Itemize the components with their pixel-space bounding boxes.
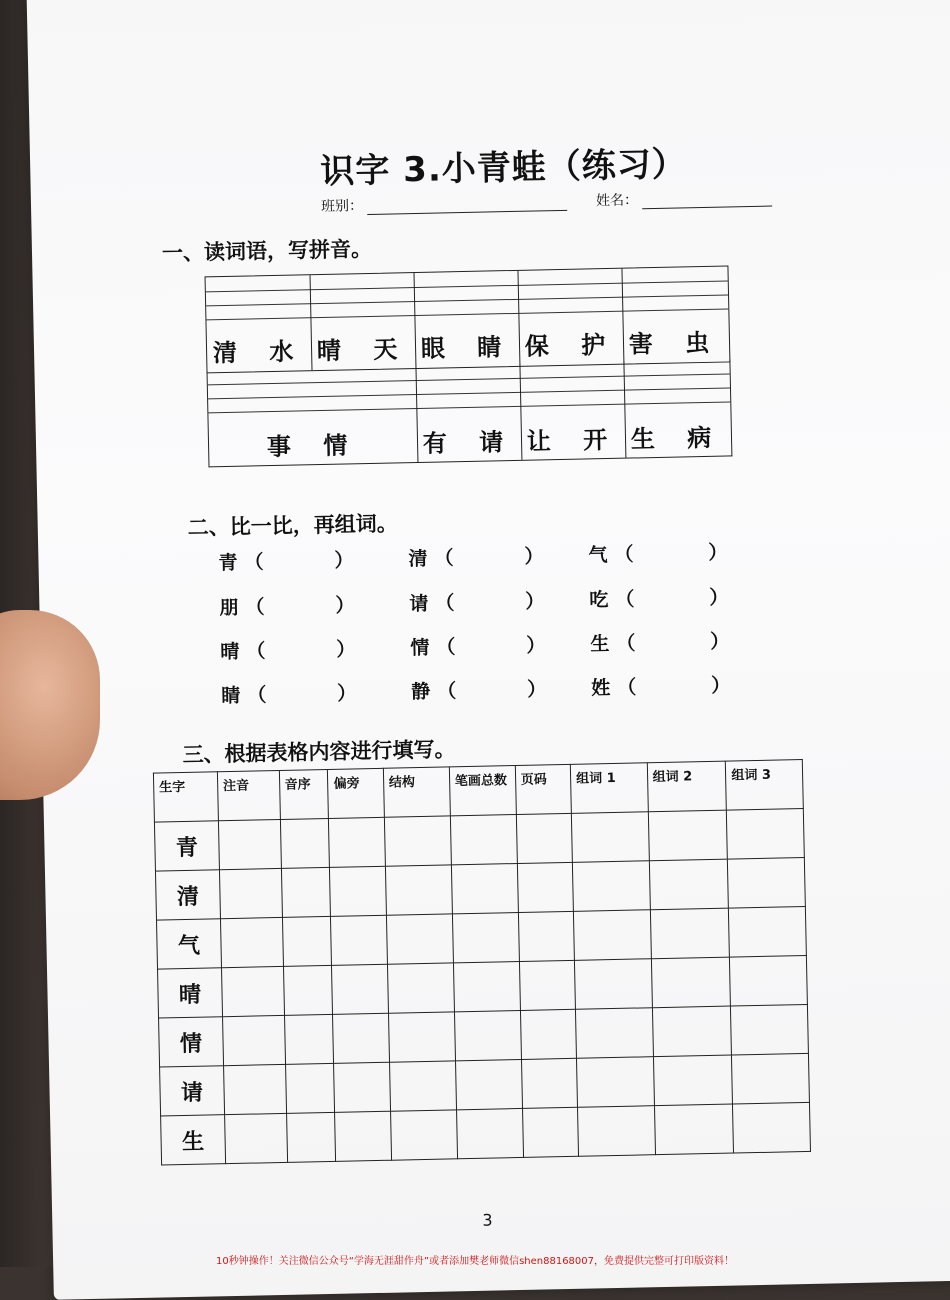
char: 吃: [589, 589, 609, 612]
blank-cell[interactable]: [384, 816, 451, 866]
table-char: 情: [159, 1017, 224, 1067]
blank-cell[interactable]: [650, 908, 730, 959]
blank-cell[interactable]: [653, 1055, 733, 1106]
blank-cell[interactable]: [728, 857, 806, 908]
blank-cell[interactable]: [732, 1053, 810, 1104]
blank-cell[interactable]: [455, 1059, 522, 1109]
blank-cell[interactable]: [333, 1013, 389, 1063]
grid-line: [208, 387, 730, 399]
grid-line: [208, 373, 730, 385]
char: 静: [411, 680, 431, 704]
blank-cell[interactable]: [516, 813, 572, 863]
table-char: 晴: [158, 968, 223, 1018]
blank-cell[interactable]: [456, 1108, 523, 1158]
blank-cell[interactable]: [652, 1006, 732, 1057]
name-blank[interactable]: [642, 190, 772, 210]
blank-cell[interactable]: [451, 864, 518, 914]
blank-cell[interactable]: [329, 817, 385, 867]
close-paren: ）: [708, 541, 728, 564]
blank-cell[interactable]: [648, 810, 728, 861]
close-paren: ）: [335, 594, 355, 617]
section1-heading: 一、读词语，写拼音。: [161, 236, 373, 266]
blank-cell[interactable]: [578, 1106, 656, 1157]
blank-cell[interactable]: [571, 812, 649, 863]
blank-cell[interactable]: [386, 914, 453, 964]
blank-cell[interactable]: [332, 964, 388, 1014]
header-cell: 结构: [383, 767, 450, 817]
blank-cell[interactable]: [522, 1107, 578, 1157]
word-item: 有 请: [422, 427, 516, 458]
blank-cell[interactable]: [335, 1111, 391, 1161]
grid-line: [206, 280, 728, 292]
table-char: 请: [160, 1066, 225, 1116]
close-paren: ）: [334, 549, 354, 572]
close-paren: ）: [527, 678, 547, 701]
blank-cell[interactable]: [334, 1062, 390, 1112]
word-item: 生 病: [630, 423, 724, 454]
char: 睛: [221, 684, 241, 708]
close-paren: ）: [337, 682, 357, 705]
blank-cell[interactable]: [651, 957, 731, 1008]
open-paren: （: [617, 676, 637, 699]
blank-cell[interactable]: [385, 865, 452, 915]
char: 请: [409, 592, 429, 616]
blank-cell[interactable]: [282, 916, 332, 966]
char: 气: [588, 544, 608, 567]
blank-cell[interactable]: [387, 963, 454, 1013]
blank-cell[interactable]: [574, 959, 652, 1010]
open-paren: （: [434, 547, 454, 570]
blank-cell[interactable]: [281, 867, 331, 917]
blank-cell[interactable]: [224, 1113, 287, 1163]
blank-cell[interactable]: [573, 910, 651, 961]
section3-heading: 三、根据表格内容进行填写。: [182, 737, 456, 767]
table-char: 生: [161, 1115, 226, 1165]
word-item: 让 开: [526, 425, 620, 456]
blank-cell[interactable]: [330, 866, 386, 916]
char: 朋: [219, 596, 239, 620]
pinyin-grid-2: [206, 359, 732, 467]
close-paren: ）: [526, 634, 546, 657]
open-paren: （: [436, 636, 456, 659]
blank-cell[interactable]: [517, 862, 573, 912]
blank-cell[interactable]: [220, 917, 283, 967]
word-item: 眼 睛: [420, 332, 514, 363]
blank-cell[interactable]: [450, 815, 517, 865]
open-paren: （: [247, 684, 267, 707]
footer-watermark: 10秒钟操作！关注微信公众号“学海无涯甜作舟”或者添加樊老师微信shen88168007，免费提供完整可打印版资料！: [215, 1256, 735, 1267]
page-number: 3: [482, 1210, 493, 1230]
grid-line: [206, 294, 728, 306]
class-blank[interactable]: [367, 194, 567, 215]
close-paren: ）: [524, 545, 544, 568]
header-cell: 组词 3: [726, 760, 804, 811]
table-char: 气: [156, 919, 221, 969]
close-paren: ）: [709, 586, 729, 609]
header-cell: 笔画总数: [449, 766, 516, 816]
blank-cell[interactable]: [284, 1014, 334, 1064]
word-item: 害 虫: [628, 328, 722, 359]
blank-cell[interactable]: [519, 960, 575, 1010]
open-paren: （: [614, 543, 634, 566]
blank-cell[interactable]: [454, 1010, 521, 1060]
blank-cell[interactable]: [221, 966, 284, 1016]
worksheet-title: 识字 3.小青蛙（练习）: [319, 144, 688, 192]
blank-cell[interactable]: [389, 1061, 456, 1111]
table-char: 清: [155, 870, 220, 920]
blank-cell[interactable]: [286, 1112, 336, 1162]
class-label: 班别：: [320, 198, 364, 215]
open-paren: （: [616, 632, 636, 655]
close-paren: ）: [710, 674, 731, 697]
blank-cell[interactable]: [219, 868, 282, 918]
blank-cell[interactable]: [285, 1063, 335, 1113]
blank-cell[interactable]: [283, 965, 333, 1015]
word-item: 清 水: [212, 337, 306, 368]
worksheet-paper: [26, 0, 950, 1300]
table-char: 青: [154, 821, 219, 871]
blank-cell[interactable]: [649, 859, 729, 910]
char: 情: [410, 636, 430, 660]
class-field: [321, 191, 568, 216]
char: 青: [218, 551, 238, 575]
blank-cell[interactable]: [223, 1064, 286, 1114]
char-info-table: [153, 759, 811, 1166]
pinyin-grid-1: [205, 265, 731, 373]
close-paren: ）: [525, 590, 545, 613]
section2-heading: 二、比一比，再组词。: [187, 511, 398, 540]
open-paren: （: [244, 551, 264, 574]
blank-cell[interactable]: [733, 1102, 811, 1153]
blank-cell[interactable]: [575, 1008, 653, 1059]
open-paren: （: [246, 640, 266, 663]
open-paren: （: [437, 680, 457, 703]
blank-cell[interactable]: [576, 1057, 654, 1108]
open-paren: （: [435, 592, 455, 615]
blank-cell[interactable]: [388, 1012, 455, 1062]
header-cell: 组词 2: [647, 761, 727, 812]
blank-cell[interactable]: [390, 1110, 457, 1160]
blank-cell[interactable]: [521, 1058, 577, 1108]
header-cell: 组词 1: [570, 763, 648, 814]
word-item: 晴 天: [316, 335, 410, 366]
word-item: 保 护: [524, 330, 618, 361]
open-paren: （: [245, 596, 265, 619]
blank-cell[interactable]: [730, 955, 808, 1006]
char: 清: [408, 547, 428, 571]
grid-line: [206, 308, 728, 320]
blank-cell[interactable]: [218, 819, 281, 869]
blank-cell[interactable]: [452, 912, 519, 962]
blank-cell[interactable]: [280, 818, 330, 868]
char: 晴: [220, 640, 240, 664]
header-cell: 注音: [217, 770, 280, 820]
header-cell: 音序: [279, 769, 329, 819]
blank-cell[interactable]: [222, 1015, 285, 1065]
grid-line: [208, 401, 730, 413]
open-paren: （: [615, 588, 635, 611]
blank-cell[interactable]: [654, 1104, 734, 1155]
blank-cell[interactable]: [520, 1009, 576, 1059]
name-label: 姓名：: [595, 192, 639, 210]
header-cell: 偏旁: [328, 768, 384, 818]
blank-cell[interactable]: [572, 861, 650, 912]
close-paren: ）: [336, 638, 356, 661]
blank-cell[interactable]: [731, 1004, 809, 1055]
name-field: [596, 187, 773, 211]
close-paren: ）: [710, 630, 730, 653]
char: 生: [590, 633, 610, 656]
blank-cell[interactable]: [729, 906, 807, 957]
word-item: 事 情: [266, 431, 360, 462]
header-cell: 生字: [153, 772, 218, 822]
blank-cell[interactable]: [453, 961, 520, 1011]
header-cell: 页码: [515, 764, 571, 814]
blank-cell[interactable]: [518, 911, 574, 961]
blank-cell[interactable]: [727, 809, 805, 860]
char: 姓: [591, 677, 611, 700]
blank-cell[interactable]: [331, 915, 387, 965]
